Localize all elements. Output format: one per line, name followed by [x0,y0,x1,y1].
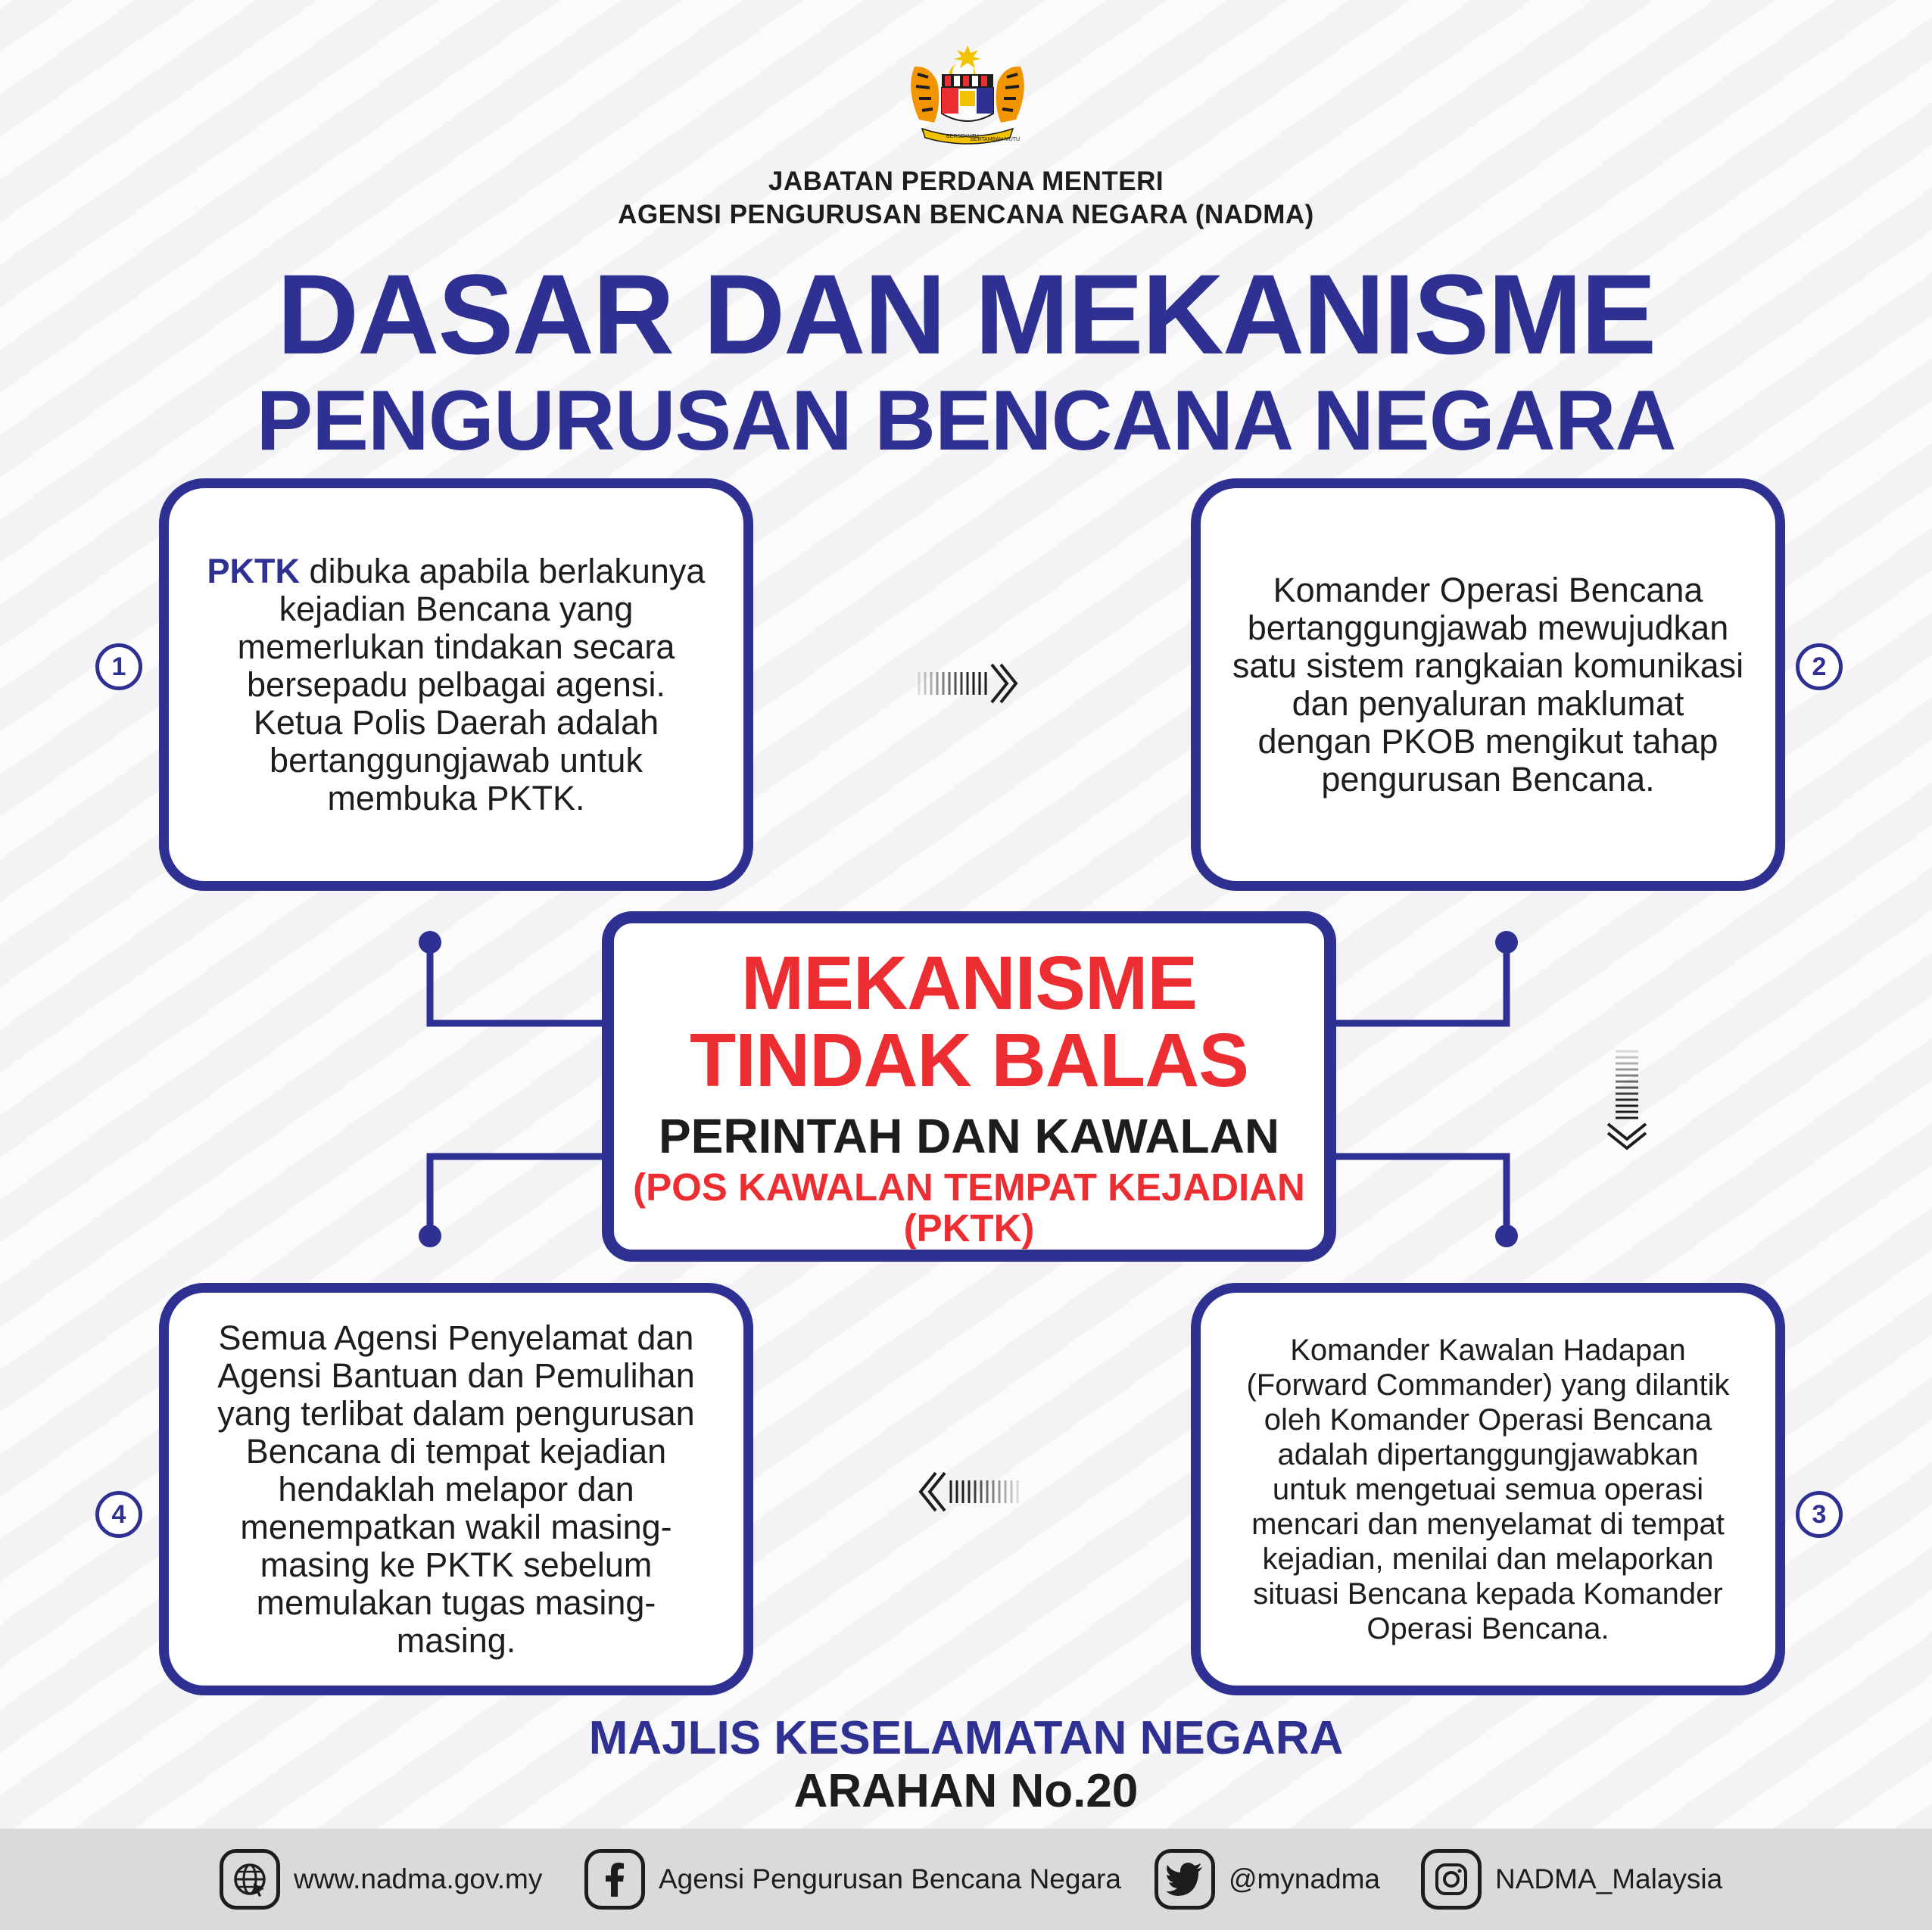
instagram-icon [1421,1849,1482,1910]
footer-directive: ARAHAN No.20 [793,1765,1139,1817]
step-3-number: 3 [1796,1491,1843,1538]
page-title: DASAR DAN MEKANISME [276,251,1656,378]
footer-council: MAJLIS KESELAMATAN NEGARA [588,1712,1344,1764]
arrow-right-icon [916,660,1018,707]
step-3-box [1191,1283,1785,1695]
step-1-box [159,478,753,891]
center-subtitle: PERINTAH DAN KAWALAN [658,1109,1280,1163]
center-title-line1: MEKANISME [740,941,1198,1026]
step-1-text [199,553,713,817]
twitter-link[interactable]: @mynadma [1229,1863,1381,1894]
center-pktk-line2: (PKTK) [903,1206,1035,1250]
agency-line-2: AGENSI PENGURUSAN BENCANA NEGARA (NADMA) [618,200,1314,229]
connector-dot [419,931,441,954]
arrow-left-icon [918,1468,1021,1515]
social-facebook[interactable] [584,1849,1121,1910]
step-2-box [1191,478,1785,891]
connector-dot [1495,1225,1518,1247]
social-website[interactable] [220,1849,542,1910]
center-title [614,941,1324,1103]
step-2-number: 2 [1796,643,1843,690]
website-link[interactable]: www.nadma.gov.my [294,1863,543,1894]
twitter-icon [1155,1849,1215,1910]
page-subtitle: PENGURUSAN BENCANA NEGARA [256,373,1676,468]
crest-motto-right: BERTAMBAH MUTU [971,137,1021,142]
step-1-highlight: PKTK [207,551,301,590]
step-2-text: Komander Operasi Bencana bertanggungjawab mewujudkan satu sistem rangkaian komunikasi dan penyaluran maklumat dengan PKOB mengikut tahap pengurusan Bencana. [1232,570,1744,798]
step-4-number: 4 [95,1491,142,1538]
connector-dot [419,1225,441,1247]
instagram-link[interactable]: NADMA_Malaysia [1495,1863,1723,1894]
center-title-line2: TINDAK BALAS [690,1018,1248,1103]
facebook-link[interactable]: Agensi Pengurusan Bencana Negara [659,1863,1121,1894]
connector-dot [1495,931,1518,954]
center-pktk-line1: (POS KAWALAN TEMPAT KEJADIAN [633,1166,1305,1209]
center-pktk-label [614,1167,1324,1249]
step-1-body: dibuka apabila berlakunya kejadian Bencana yang memerlukan tindakan secara bersepadu pelbagai agensi. Ketua Polis Daerah adalah bertanggungjawab untuk membuka PKTK. [237,551,706,817]
step-3-text: Komander Kawalan Hadapan (Forward Commander) yang dilantik oleh Komander Operasi Bencana adalah dipertanggungjawabkan untuk mengetuai semua operasi mencari dan menyelamat di tempat kejadian, menilai dan melaporkan situasi Bencana kepada Komander Operasi Bencana. [1246,1333,1730,1645]
crest-motto-left: BERSEKUTU [946,134,979,139]
step-4-box [159,1283,753,1695]
step-1-number: 1 [95,643,142,690]
agency-line-1: JABATAN PERDANA MENTERI [768,167,1164,196]
facebook-icon [584,1849,645,1910]
step-4-text: Semua Agensi Penyelamat dan Agensi Bantuan dan Pemulihan yang terlibat dalam pengurusan Bencana di tempat kejadian hendaklah melapor dan menempatkan wakil masing-masing ke PKTK sebelum memulakan tugas masing-masing. [217,1318,695,1660]
social-twitter[interactable] [1155,1849,1380,1910]
social-instagram[interactable] [1421,1849,1722,1910]
center-mechanism-box [602,911,1336,1262]
globe-icon [220,1849,280,1910]
arrow-down-icon [1603,1048,1650,1150]
